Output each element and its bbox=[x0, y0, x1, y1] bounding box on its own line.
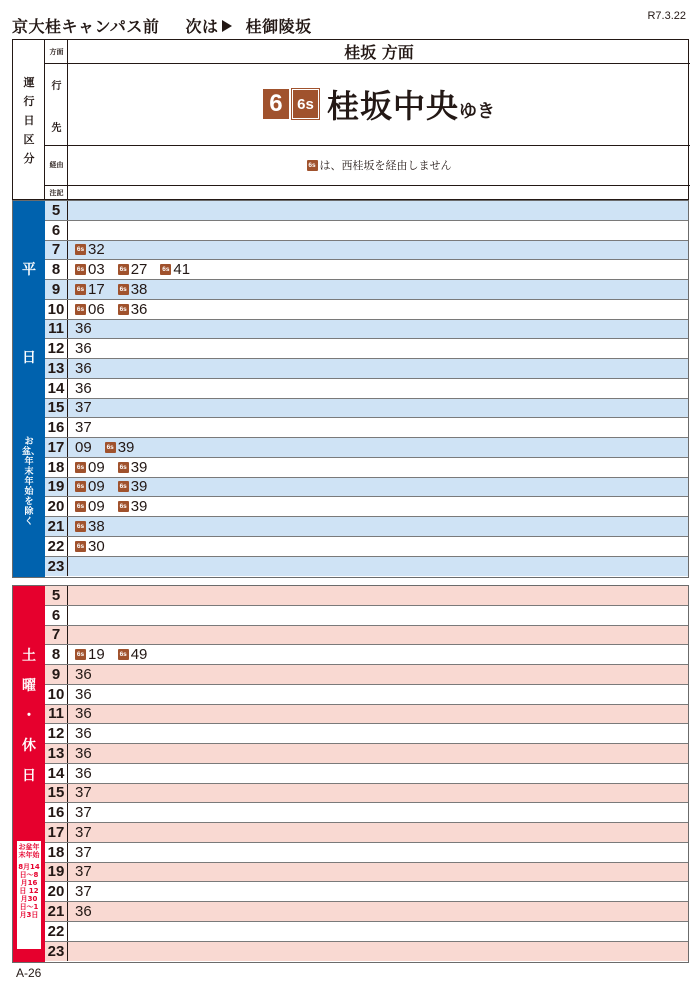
route-6s-icon: 6s bbox=[119, 463, 127, 471]
timetable-row bbox=[45, 478, 688, 498]
minutes-cell bbox=[68, 399, 688, 418]
departure-minute: 36 bbox=[75, 665, 92, 683]
timetable-row bbox=[45, 557, 688, 577]
timetable-row bbox=[45, 438, 688, 458]
minutes-cell bbox=[68, 359, 688, 378]
timetable-row bbox=[45, 922, 688, 942]
timetable-row bbox=[45, 863, 688, 883]
minutes-cell bbox=[68, 803, 688, 822]
departure bbox=[75, 320, 92, 337]
departure-minute: 06 bbox=[88, 300, 105, 318]
timetable-row bbox=[45, 685, 688, 705]
route-6s-icon: 6s bbox=[76, 463, 85, 471]
timetable-row bbox=[45, 379, 688, 399]
departure bbox=[75, 340, 92, 357]
page-number: A-26 bbox=[16, 966, 42, 980]
timetable-row bbox=[45, 823, 688, 843]
hour-cell: 12 bbox=[45, 339, 68, 358]
weekday-rows bbox=[45, 201, 688, 576]
minutes-cell bbox=[68, 241, 688, 260]
destination-name: 桂坂中央 bbox=[326, 87, 459, 125]
operation-day-char: 分 bbox=[23, 152, 35, 165]
departure bbox=[75, 538, 105, 555]
hour-cell: 10 bbox=[45, 685, 68, 704]
route-6s-icon: 6s bbox=[162, 266, 170, 274]
minutes-cell bbox=[68, 823, 688, 842]
departure bbox=[75, 360, 92, 377]
departure-minute: 37 bbox=[75, 883, 92, 901]
departure bbox=[118, 498, 148, 515]
departure-minute: 38 bbox=[88, 517, 105, 535]
route-6s-icon: 6s bbox=[119, 305, 127, 313]
hour-cell: 12 bbox=[45, 724, 68, 743]
hour-cell: 6 bbox=[45, 606, 68, 625]
departure-minute: 09 bbox=[75, 438, 92, 456]
departure-minute: 36 bbox=[75, 764, 92, 782]
route-6s-icon: 6s bbox=[76, 503, 85, 511]
timetable-row bbox=[45, 300, 688, 320]
departure-minute: 37 bbox=[75, 823, 92, 841]
timetable-row bbox=[45, 606, 688, 626]
hour-cell: 18 bbox=[45, 843, 68, 862]
departure-minute: 49 bbox=[130, 646, 148, 664]
direction-label: 方面 bbox=[49, 47, 64, 56]
minutes-cell bbox=[68, 418, 688, 437]
hour-cell: 5 bbox=[45, 586, 68, 605]
departure bbox=[75, 646, 105, 663]
minutes-cell bbox=[68, 201, 688, 220]
departure-minute: 36 bbox=[75, 379, 92, 397]
departure bbox=[75, 439, 92, 456]
departure bbox=[118, 646, 148, 663]
hour-cell: 9 bbox=[45, 280, 68, 299]
minutes-cell bbox=[68, 586, 688, 605]
departure bbox=[75, 863, 92, 880]
timetable-row bbox=[45, 942, 688, 962]
hour-cell: 20 bbox=[45, 882, 68, 901]
minutes-cell bbox=[68, 260, 688, 279]
departure bbox=[118, 281, 148, 298]
route-6s-icon: 6s bbox=[119, 285, 127, 293]
timetable-row bbox=[45, 665, 688, 685]
timetable-row bbox=[45, 882, 688, 902]
minutes-cell bbox=[68, 458, 688, 477]
direction-title: 桂坂 方面 bbox=[344, 43, 414, 62]
departure-minute: 39 bbox=[130, 458, 148, 476]
departure bbox=[118, 459, 148, 476]
departure-minute: 09 bbox=[88, 498, 105, 516]
minutes-cell bbox=[68, 537, 688, 556]
weekday-char: 平 bbox=[22, 262, 36, 278]
via-label: 経由 bbox=[49, 161, 64, 169]
departure-minute: 17 bbox=[88, 280, 105, 298]
weekday-char: 日 bbox=[22, 350, 36, 366]
departure-minute: 37 bbox=[75, 863, 92, 881]
minutes-cell bbox=[68, 705, 688, 724]
timetable-row bbox=[45, 645, 688, 665]
departure bbox=[75, 844, 92, 861]
holiday-char: 休 bbox=[22, 738, 36, 754]
current-stop-name: 京大桂キャンパス前 bbox=[12, 17, 160, 36]
route-6s-icon: 6s bbox=[76, 305, 85, 313]
departure-minute: 37 bbox=[75, 399, 92, 417]
minutes-cell bbox=[68, 922, 688, 941]
departure bbox=[118, 478, 148, 495]
route-6s-icon: 6s bbox=[76, 266, 85, 274]
departure bbox=[75, 686, 92, 703]
minutes-cell bbox=[68, 497, 688, 516]
departure bbox=[75, 518, 105, 535]
route-6s-icon: 6s bbox=[119, 651, 127, 659]
timetable-row bbox=[45, 241, 688, 261]
departure-minute: 38 bbox=[130, 280, 148, 298]
hour-cell: 9 bbox=[45, 665, 68, 684]
minutes-cell bbox=[68, 606, 688, 625]
timetable-row bbox=[45, 803, 688, 823]
timetable-row bbox=[45, 497, 688, 517]
departure bbox=[75, 498, 105, 515]
holiday-char: 日 bbox=[22, 768, 36, 784]
hour-cell: 17 bbox=[45, 823, 68, 842]
hour-cell: 19 bbox=[45, 478, 68, 497]
departure-minute: 36 bbox=[75, 705, 92, 723]
route-6s-icon: 6s bbox=[119, 483, 127, 491]
minutes-cell bbox=[68, 724, 688, 743]
timetable-row bbox=[45, 280, 688, 300]
minutes-cell bbox=[68, 685, 688, 704]
hour-cell: 16 bbox=[45, 803, 68, 822]
departure-minute: 36 bbox=[75, 902, 92, 920]
weekday-label bbox=[13, 201, 45, 577]
departure bbox=[75, 745, 92, 762]
holiday-char: 土 bbox=[22, 648, 36, 664]
departure-minute: 03 bbox=[88, 261, 105, 279]
timetable-row bbox=[45, 517, 688, 537]
minutes-cell bbox=[68, 744, 688, 763]
next-arrow-icon bbox=[222, 20, 232, 32]
departure bbox=[75, 883, 92, 900]
holiday-rows bbox=[45, 586, 688, 961]
holiday-label bbox=[13, 586, 45, 962]
route-6s-icon: 6s bbox=[76, 285, 85, 293]
destination-label-2: 先 bbox=[51, 122, 62, 134]
hour-cell: 8 bbox=[45, 260, 68, 279]
departure bbox=[75, 725, 92, 742]
hour-cell: 11 bbox=[45, 320, 68, 339]
hour-cell: 7 bbox=[45, 626, 68, 645]
minutes-cell bbox=[68, 438, 688, 457]
minutes-cell bbox=[68, 645, 688, 664]
destination-label-1: 行 bbox=[51, 80, 62, 92]
route-6s-icon: 6s bbox=[76, 483, 85, 491]
route-6s-icon: 6s bbox=[76, 246, 85, 254]
departure-minute: 09 bbox=[88, 478, 105, 496]
departure bbox=[75, 705, 92, 722]
hour-cell: 17 bbox=[45, 438, 68, 457]
hour-cell: 13 bbox=[45, 359, 68, 378]
timetable-row bbox=[45, 399, 688, 419]
departure bbox=[75, 261, 105, 278]
hour-cell: 23 bbox=[45, 557, 68, 577]
departure-minute: 36 bbox=[75, 744, 92, 762]
timetable-row bbox=[45, 339, 688, 359]
departure bbox=[75, 459, 105, 476]
minutes-cell bbox=[68, 478, 688, 497]
departure bbox=[75, 241, 105, 258]
hour-cell: 5 bbox=[45, 201, 68, 220]
route-6s-icon: 6s bbox=[76, 522, 85, 530]
hour-cell: 19 bbox=[45, 863, 68, 882]
next-stop-name: 桂御陵坂 bbox=[245, 17, 312, 36]
minutes-cell bbox=[68, 665, 688, 684]
departure bbox=[75, 478, 105, 495]
minutes-cell bbox=[68, 280, 688, 299]
route-6s-icon: 6s bbox=[106, 443, 114, 451]
weekday-exclusion-note: お盆、年末年始を除く bbox=[22, 437, 41, 527]
operation-day-label bbox=[13, 40, 45, 201]
departure-minute: 37 bbox=[75, 804, 92, 822]
holiday-char: 曜 bbox=[22, 678, 36, 694]
timetable-row bbox=[45, 418, 688, 438]
minutes-cell bbox=[68, 557, 688, 577]
holiday-period-title: お盆年末年始 bbox=[18, 843, 40, 859]
operation-day-char: 区 bbox=[23, 133, 35, 146]
hour-cell: 22 bbox=[45, 922, 68, 941]
minutes-cell bbox=[68, 882, 688, 901]
departure-minute: 39 bbox=[130, 478, 148, 496]
next-label: 次は bbox=[185, 17, 219, 36]
hour-cell: 13 bbox=[45, 744, 68, 763]
departure-minute: 36 bbox=[75, 320, 92, 338]
hour-cell: 18 bbox=[45, 458, 68, 477]
hour-cell: 10 bbox=[45, 300, 68, 319]
departure bbox=[75, 301, 105, 318]
minutes-cell bbox=[68, 784, 688, 803]
departure-minute: 39 bbox=[130, 498, 148, 516]
departure bbox=[160, 261, 190, 278]
operation-day-char: 運 bbox=[23, 76, 35, 89]
timetable-row bbox=[45, 764, 688, 784]
departure bbox=[75, 380, 92, 397]
hour-cell: 23 bbox=[45, 942, 68, 962]
minutes-cell bbox=[68, 517, 688, 536]
minutes-cell bbox=[68, 942, 688, 962]
departure-minute: 27 bbox=[130, 261, 148, 279]
departure bbox=[75, 666, 92, 683]
departure bbox=[75, 804, 92, 821]
destination-banner bbox=[68, 63, 690, 145]
destination-suffix: ゆき bbox=[459, 101, 495, 122]
minutes-cell bbox=[68, 379, 688, 398]
stop-title bbox=[12, 14, 312, 37]
minutes-cell bbox=[68, 764, 688, 783]
hour-cell: 6 bbox=[45, 221, 68, 240]
timetable-row bbox=[45, 201, 688, 221]
route-number-badge: 6 bbox=[263, 89, 289, 119]
departure-minute: 37 bbox=[75, 843, 92, 861]
departure-minute: 36 bbox=[75, 685, 92, 703]
minutes-cell bbox=[68, 863, 688, 882]
departure-minute: 36 bbox=[130, 300, 148, 318]
minutes-cell bbox=[68, 626, 688, 645]
departure-minute: 30 bbox=[88, 537, 105, 555]
departure-minute: 09 bbox=[88, 458, 105, 476]
departure-minute: 36 bbox=[75, 359, 92, 377]
minutes-cell bbox=[68, 902, 688, 921]
departure bbox=[118, 261, 148, 278]
via-note bbox=[68, 145, 690, 185]
departure-minute: 36 bbox=[75, 725, 92, 743]
departure bbox=[75, 824, 92, 841]
timetable-row bbox=[45, 784, 688, 804]
minutes-cell bbox=[68, 300, 688, 319]
timetable-row bbox=[45, 458, 688, 478]
hour-cell: 21 bbox=[45, 517, 68, 536]
minutes-cell bbox=[68, 339, 688, 358]
route-6s-icon: 6s bbox=[119, 503, 127, 511]
departure-minute: 39 bbox=[117, 438, 135, 456]
departure-minute: 32 bbox=[88, 241, 105, 259]
route-6s-icon: 6s bbox=[119, 266, 127, 274]
holiday-period-dates: 8月14日〜8月16日 12月30日〜1月3日 bbox=[18, 863, 40, 919]
minutes-cell bbox=[68, 320, 688, 339]
hour-cell: 14 bbox=[45, 764, 68, 783]
timetable-row bbox=[45, 359, 688, 379]
timetable-row bbox=[45, 626, 688, 646]
departure bbox=[75, 765, 92, 782]
note-label: 注記 bbox=[49, 188, 64, 197]
hour-cell: 20 bbox=[45, 497, 68, 516]
via-note-text: は、西桂坂を経由しません bbox=[319, 159, 452, 172]
revision-date: R7.3.22 bbox=[647, 10, 686, 22]
hour-cell: 21 bbox=[45, 902, 68, 921]
holiday-char: ・ bbox=[22, 708, 36, 724]
timetable-row bbox=[45, 902, 688, 922]
route-number-badge-s: 6s bbox=[292, 89, 319, 119]
minutes-cell bbox=[68, 843, 688, 862]
timetable-row bbox=[45, 320, 688, 340]
departure bbox=[75, 419, 92, 436]
minutes-cell bbox=[68, 221, 688, 240]
route-6s-icon: 6s bbox=[308, 161, 316, 169]
departure-minute: 41 bbox=[173, 261, 191, 279]
weekday-timetable bbox=[12, 200, 689, 578]
departure bbox=[105, 439, 135, 456]
operation-day-char: 行 bbox=[23, 95, 35, 108]
holiday-timetable bbox=[12, 585, 689, 963]
departure bbox=[75, 903, 92, 920]
timetable-row bbox=[45, 586, 688, 606]
timetable-row bbox=[45, 744, 688, 764]
hour-cell: 15 bbox=[45, 399, 68, 418]
operation-day-char: 日 bbox=[23, 114, 35, 127]
timetable-row bbox=[45, 705, 688, 725]
hour-cell: 14 bbox=[45, 379, 68, 398]
timetable-header bbox=[12, 39, 689, 200]
hour-cell: 15 bbox=[45, 784, 68, 803]
timetable-row bbox=[45, 724, 688, 744]
departure-minute: 36 bbox=[75, 340, 92, 358]
departure-minute: 19 bbox=[88, 646, 105, 664]
departure bbox=[75, 281, 105, 298]
hour-cell: 7 bbox=[45, 241, 68, 260]
hour-cell: 22 bbox=[45, 537, 68, 556]
departure bbox=[75, 784, 92, 801]
holiday-period-note bbox=[17, 841, 41, 949]
departure bbox=[75, 399, 92, 416]
hour-cell: 11 bbox=[45, 705, 68, 724]
route-6s-icon: 6s bbox=[76, 542, 85, 550]
departure-minute: 37 bbox=[75, 784, 92, 802]
departure bbox=[118, 301, 148, 318]
departure-minute: 37 bbox=[75, 419, 92, 437]
timetable-row bbox=[45, 537, 688, 557]
timetable-row bbox=[45, 221, 688, 241]
hour-cell: 8 bbox=[45, 645, 68, 664]
timetable-row bbox=[45, 260, 688, 280]
timetable-row bbox=[45, 843, 688, 863]
route-6s-icon: 6s bbox=[76, 651, 85, 659]
hour-cell: 16 bbox=[45, 418, 68, 437]
